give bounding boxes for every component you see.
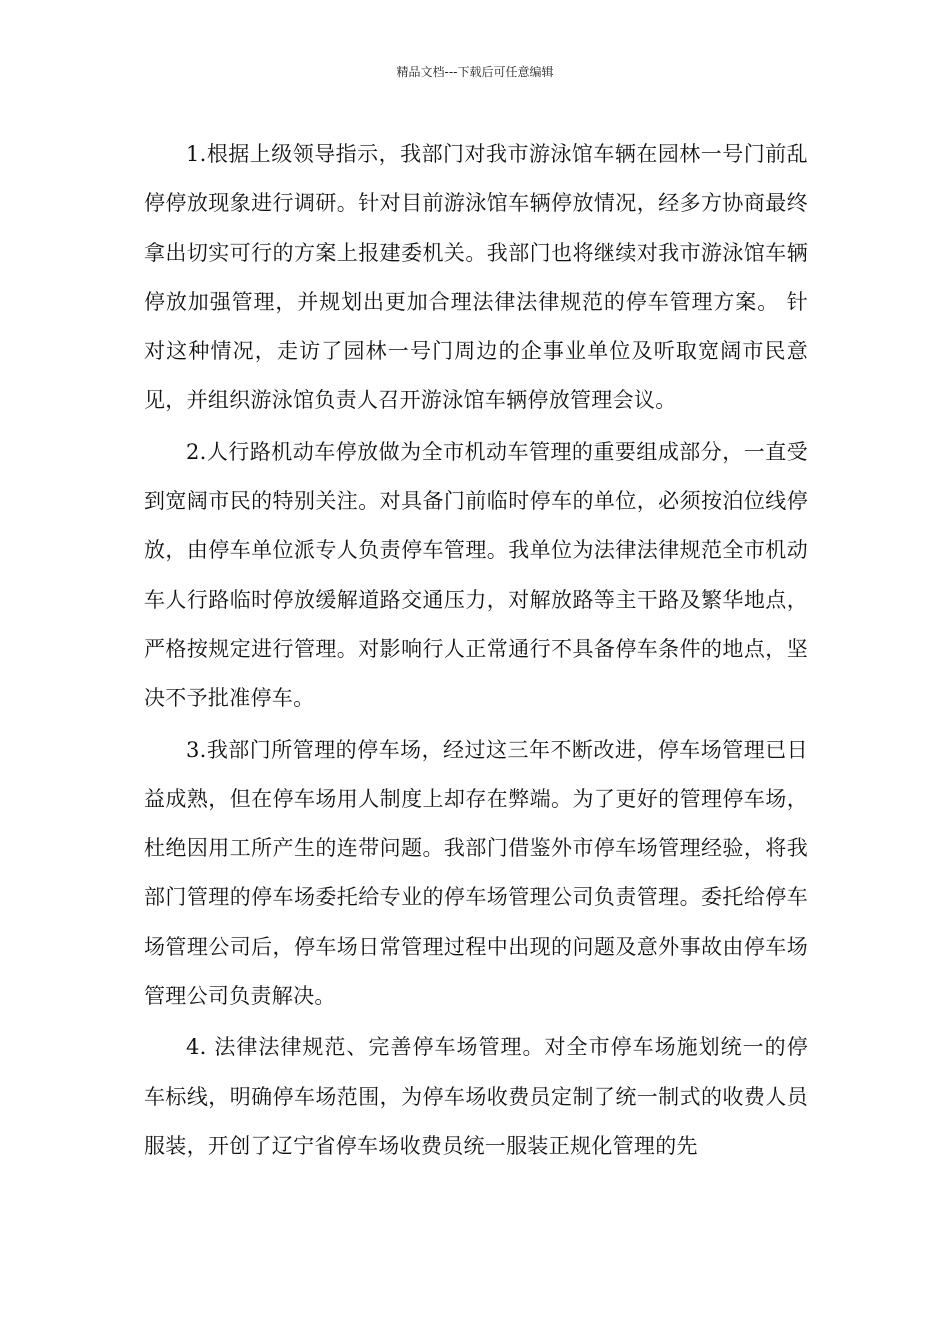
paragraph-3: 3.我部门所管理的停车场，经过这三年不断改进，停车场管理已日益成熟，但在停车场用人制度上却存在弊端。为了更好的管理停车场，杜绝因用工所产生的连带问题。我部门借鉴外市停车场管理经验，将我部门管理的停车场委托给专业的停车场管理公司负责管理。委托给停车场管理公司后，停车场日常管理过程中出现的问题及意外事故由停车场管理公司负责解决。	[144, 737, 808, 1009]
paragraph-4: 4. 法律法律规范、完善停车场管理。对全市停车场施划统一的停车标线，明确停车场范围，为停车场收费员定制了统一制式的收费人员服装，开创了辽宁省停车场收费员统一服装正规化管理的先	[144, 1035, 808, 1158]
page-header: 精品文档---下载后可任意编辑	[396, 65, 554, 79]
document-body	[144, 130, 808, 1173]
paragraph-1: 1.根据上级领导指示，我部门对我市游泳馆车辆在园林一号门前乱停停放现象进行调研。针对目前游泳馆车辆停放情况，经多方协商最终拿出切实可行的方案上报建委机关。我部门也将继续对我市游泳馆车辆停放加强管理，并规划出更加合理法律法律规范的停车管理方案。 针对这种情况，走访了园林一号门周边的企事业单位及听取宽阔市民意见，并组织游泳馆负责人召开游泳馆车辆停放管理会议。	[144, 142, 808, 413]
paragraph-2: 2.人行路机动车停放做为全市机动车管理的重要组成部分，一直受到宽阔市民的特别关注。对具备门前临时停车的单位，必须按泊位线停放，由停车单位派专人负责停车管理。我单位为法律法律规范全市机动车人行路临时停放缓解道路交通压力，对解放路等主干路及繁华地点，严格按规定进行管理。对影响行人正常通行不具备停车条件的地点，坚决不予批准停车。	[144, 439, 808, 711]
